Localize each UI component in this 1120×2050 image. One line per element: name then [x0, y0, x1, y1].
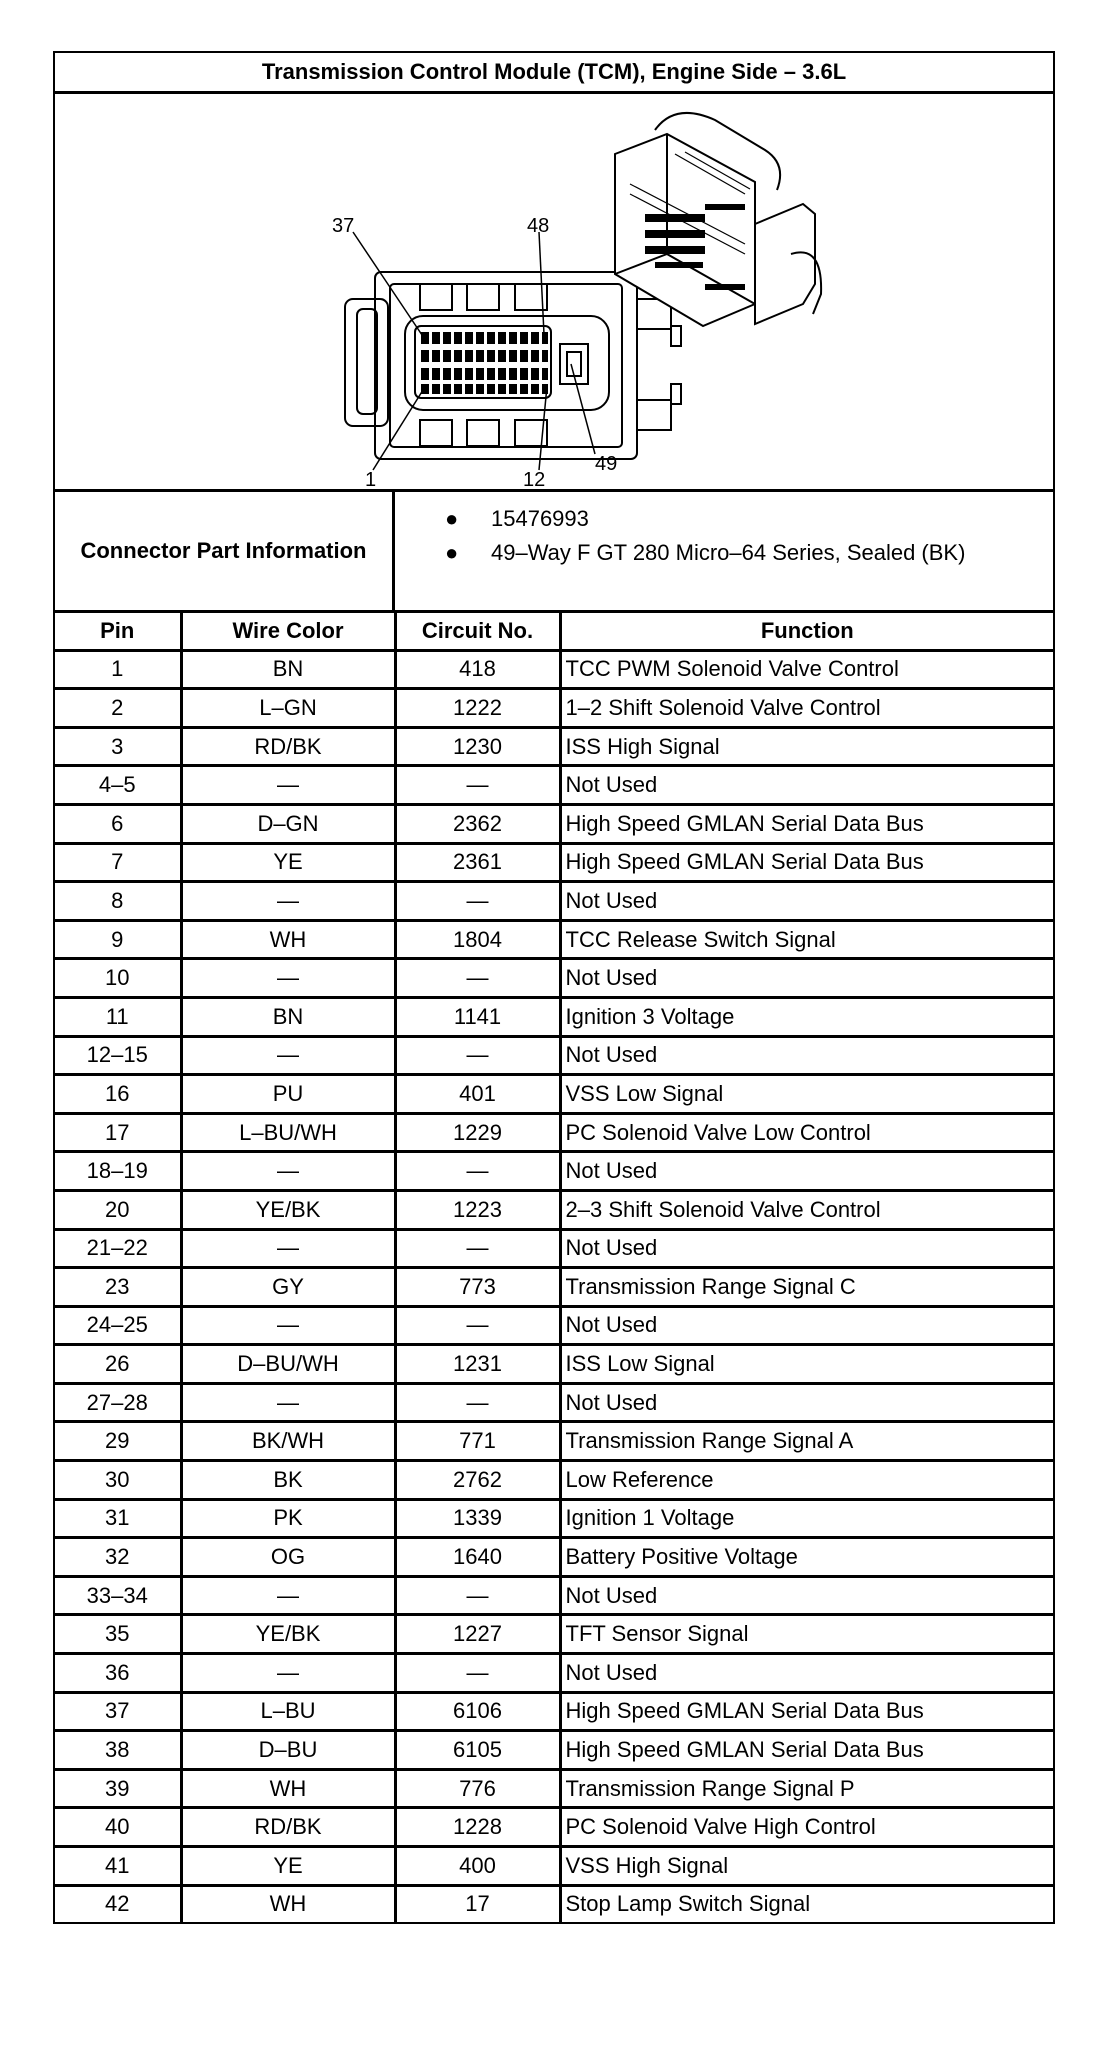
- table-row: [55, 689, 1053, 728]
- cell-pin: 12–15: [55, 1036, 181, 1075]
- table-row: [55, 997, 1053, 1036]
- cell-function: Not Used: [560, 1576, 1053, 1615]
- cell-function: Not Used: [560, 882, 1053, 921]
- table-row: [55, 1885, 1053, 1922]
- header-function: Function: [560, 613, 1053, 650]
- table-row: [55, 1808, 1053, 1847]
- cell-circuit-no: 1228: [395, 1808, 560, 1847]
- cell-function: High Speed GMLAN Serial Data Bus: [560, 843, 1053, 882]
- connector-part-info: [55, 492, 1053, 613]
- cell-pin: 39: [55, 1769, 181, 1808]
- cell-function: 1–2 Shift Solenoid Valve Control: [560, 689, 1053, 728]
- cell-pin: 30: [55, 1461, 181, 1500]
- cell-wire-color: D–BU/WH: [181, 1345, 395, 1384]
- cell-wire-color: BN: [181, 650, 395, 689]
- connector-sheet: [53, 51, 1055, 1924]
- cell-wire-color: GY: [181, 1268, 395, 1307]
- cell-function: Not Used: [560, 766, 1053, 805]
- table-row: [55, 1036, 1053, 1075]
- cell-circuit-no: 1231: [395, 1345, 560, 1384]
- table-row: [55, 959, 1053, 998]
- cell-pin: 31: [55, 1499, 181, 1538]
- cell-circuit-no: 1141: [395, 997, 560, 1036]
- cell-wire-color: —: [181, 959, 395, 998]
- cell-function: High Speed GMLAN Serial Data Bus: [560, 1692, 1053, 1731]
- cell-circuit-no: 1222: [395, 689, 560, 728]
- table-row: [55, 1692, 1053, 1731]
- cell-circuit-no: —: [395, 766, 560, 805]
- table-row: [55, 920, 1053, 959]
- cell-circuit-no: 6105: [395, 1731, 560, 1770]
- cell-circuit-no: 6106: [395, 1692, 560, 1731]
- cell-wire-color: OG: [181, 1538, 395, 1577]
- part-number: 15476993: [491, 506, 589, 531]
- cell-circuit-no: 1804: [395, 920, 560, 959]
- cell-pin: 32: [55, 1538, 181, 1577]
- connector-info-item: [445, 502, 1053, 536]
- pin-label-48: 48: [527, 215, 550, 237]
- cell-wire-color: D–BU: [181, 1731, 395, 1770]
- cell-circuit-no: 773: [395, 1268, 560, 1307]
- cell-circuit-no: 1339: [395, 1499, 560, 1538]
- cell-circuit-no: —: [395, 1036, 560, 1075]
- pin-label-49: 49: [595, 453, 618, 475]
- pinout-table: [55, 613, 1053, 1922]
- cell-pin: 27–28: [55, 1383, 181, 1422]
- table-row: [55, 1422, 1053, 1461]
- cell-pin: 20: [55, 1190, 181, 1229]
- bullet-icon: ●: [445, 506, 459, 531]
- cell-wire-color: —: [181, 1152, 395, 1191]
- cell-function: Stop Lamp Switch Signal: [560, 1885, 1053, 1922]
- cell-circuit-no: 2361: [395, 843, 560, 882]
- cell-function: TFT Sensor Signal: [560, 1615, 1053, 1654]
- cell-wire-color: —: [181, 1306, 395, 1345]
- cell-circuit-no: —: [395, 1229, 560, 1268]
- cell-circuit-no: 1640: [395, 1538, 560, 1577]
- cell-function: TCC PWM Solenoid Valve Control: [560, 650, 1053, 689]
- cell-wire-color: L–BU: [181, 1692, 395, 1731]
- cell-pin: 11: [55, 997, 181, 1036]
- cell-wire-color: PK: [181, 1499, 395, 1538]
- cell-wire-color: RD/BK: [181, 727, 395, 766]
- table-row: [55, 1499, 1053, 1538]
- table-row: [55, 1306, 1053, 1345]
- cell-wire-color: —: [181, 882, 395, 921]
- cell-pin: 4–5: [55, 766, 181, 805]
- cell-pin: 10: [55, 959, 181, 998]
- cell-pin: 29: [55, 1422, 181, 1461]
- table-row: [55, 1383, 1053, 1422]
- cell-pin: 23: [55, 1268, 181, 1307]
- cell-circuit-no: 2762: [395, 1461, 560, 1500]
- cell-circuit-no: 2362: [395, 804, 560, 843]
- cell-wire-color: L–GN: [181, 689, 395, 728]
- table-row: [55, 1113, 1053, 1152]
- cell-function: Low Reference: [560, 1461, 1053, 1500]
- connector-description: 49–Way F GT 280 Micro–64 Series, Sealed (BK): [491, 540, 966, 565]
- cell-pin: 8: [55, 882, 181, 921]
- cell-function: High Speed GMLAN Serial Data Bus: [560, 804, 1053, 843]
- cell-pin: 9: [55, 920, 181, 959]
- cell-wire-color: WH: [181, 920, 395, 959]
- cell-pin: 42: [55, 1885, 181, 1922]
- connector-info-list: [395, 492, 1053, 610]
- cell-function: Transmission Range Signal C: [560, 1268, 1053, 1307]
- table-row: [55, 1847, 1053, 1886]
- cell-pin: 26: [55, 1345, 181, 1384]
- cell-wire-color: BN: [181, 997, 395, 1036]
- cell-function: Ignition 3 Voltage: [560, 997, 1053, 1036]
- table-row: [55, 1538, 1053, 1577]
- cell-circuit-no: 1230: [395, 727, 560, 766]
- connector-drawing-icon: [55, 94, 1053, 492]
- cell-function: ISS Low Signal: [560, 1345, 1053, 1384]
- cell-function: Not Used: [560, 1229, 1053, 1268]
- cell-function: Not Used: [560, 1383, 1053, 1422]
- cell-circuit-no: 418: [395, 650, 560, 689]
- cell-pin: 38: [55, 1731, 181, 1770]
- cell-circuit-no: —: [395, 1152, 560, 1191]
- table-row: [55, 882, 1053, 921]
- cell-wire-color: —: [181, 1576, 395, 1615]
- cell-wire-color: WH: [181, 1885, 395, 1922]
- table-row: [55, 650, 1053, 689]
- cell-pin: 24–25: [55, 1306, 181, 1345]
- cell-function: Not Used: [560, 1306, 1053, 1345]
- header-pin: Pin: [55, 613, 181, 650]
- bullet-icon: ●: [445, 540, 459, 565]
- table-row: [55, 1268, 1053, 1307]
- cell-circuit-no: 771: [395, 1422, 560, 1461]
- cell-wire-color: YE: [181, 1847, 395, 1886]
- table-row: [55, 1654, 1053, 1693]
- cell-circuit-no: 401: [395, 1075, 560, 1114]
- cell-circuit-no: —: [395, 882, 560, 921]
- cell-function: Not Used: [560, 959, 1053, 998]
- cell-pin: 40: [55, 1808, 181, 1847]
- table-row: [55, 1731, 1053, 1770]
- cell-pin: 1: [55, 650, 181, 689]
- cell-circuit-no: 1229: [395, 1113, 560, 1152]
- table-row: [55, 1461, 1053, 1500]
- cell-pin: 37: [55, 1692, 181, 1731]
- cell-pin: 21–22: [55, 1229, 181, 1268]
- table-row: [55, 1345, 1053, 1384]
- cell-wire-color: —: [181, 1036, 395, 1075]
- cell-function: ISS High Signal: [560, 727, 1053, 766]
- cell-function: 2–3 Shift Solenoid Valve Control: [560, 1190, 1053, 1229]
- cell-wire-color: —: [181, 1654, 395, 1693]
- connector-info-item: [445, 536, 1053, 570]
- cell-circuit-no: 776: [395, 1769, 560, 1808]
- cell-wire-color: —: [181, 766, 395, 805]
- table-row: [55, 1229, 1053, 1268]
- cell-circuit-no: —: [395, 1654, 560, 1693]
- cell-function: Ignition 1 Voltage: [560, 1499, 1053, 1538]
- cell-circuit-no: 1223: [395, 1190, 560, 1229]
- cell-wire-color: —: [181, 1383, 395, 1422]
- cell-function: VSS High Signal: [560, 1847, 1053, 1886]
- cell-circuit-no: 17: [395, 1885, 560, 1922]
- cell-pin: 18–19: [55, 1152, 181, 1191]
- cell-function: PC Solenoid Valve Low Control: [560, 1113, 1053, 1152]
- table-row: [55, 1152, 1053, 1191]
- cell-wire-color: YE: [181, 843, 395, 882]
- cell-pin: 2: [55, 689, 181, 728]
- cell-wire-color: PU: [181, 1075, 395, 1114]
- table-row: [55, 766, 1053, 805]
- cell-wire-color: WH: [181, 1769, 395, 1808]
- cell-pin: 6: [55, 804, 181, 843]
- cell-pin: 17: [55, 1113, 181, 1152]
- connector-figure: [55, 94, 1053, 492]
- table-row: [55, 1769, 1053, 1808]
- table-header-row: [55, 613, 1053, 650]
- cell-function: Battery Positive Voltage: [560, 1538, 1053, 1577]
- pin-label-12: 12: [523, 469, 546, 491]
- header-circuit-no: Circuit No.: [395, 613, 560, 650]
- cell-circuit-no: —: [395, 959, 560, 998]
- cell-wire-color: RD/BK: [181, 1808, 395, 1847]
- table-row: [55, 1075, 1053, 1114]
- cell-circuit-no: —: [395, 1576, 560, 1615]
- cell-circuit-no: 400: [395, 1847, 560, 1886]
- cell-wire-color: L–BU/WH: [181, 1113, 395, 1152]
- cell-pin: 36: [55, 1654, 181, 1693]
- cell-wire-color: BK/WH: [181, 1422, 395, 1461]
- cell-pin: 3: [55, 727, 181, 766]
- cell-pin: 7: [55, 843, 181, 882]
- cell-wire-color: YE/BK: [181, 1615, 395, 1654]
- cell-function: TCC Release Switch Signal: [560, 920, 1053, 959]
- cell-wire-color: YE/BK: [181, 1190, 395, 1229]
- cell-function: Transmission Range Signal P: [560, 1769, 1053, 1808]
- cell-circuit-no: —: [395, 1383, 560, 1422]
- cell-function: Transmission Range Signal A: [560, 1422, 1053, 1461]
- page-title: Transmission Control Module (TCM), Engine Side – 3.6L: [55, 53, 1053, 94]
- table-row: [55, 843, 1053, 882]
- table-row: [55, 1190, 1053, 1229]
- cell-function: Not Used: [560, 1036, 1053, 1075]
- cell-circuit-no: —: [395, 1306, 560, 1345]
- cell-circuit-no: 1227: [395, 1615, 560, 1654]
- header-wire-color: Wire Color: [181, 613, 395, 650]
- cell-wire-color: D–GN: [181, 804, 395, 843]
- cell-pin: 35: [55, 1615, 181, 1654]
- cell-pin: 41: [55, 1847, 181, 1886]
- pin-label-1: 1: [365, 469, 377, 491]
- cell-wire-color: —: [181, 1229, 395, 1268]
- pin-label-37: 37: [332, 215, 355, 237]
- cell-function: Not Used: [560, 1152, 1053, 1191]
- table-row: [55, 1576, 1053, 1615]
- table-row: [55, 804, 1053, 843]
- cell-function: VSS Low Signal: [560, 1075, 1053, 1114]
- cell-function: High Speed GMLAN Serial Data Bus: [560, 1731, 1053, 1770]
- cell-pin: 33–34: [55, 1576, 181, 1615]
- cell-pin: 16: [55, 1075, 181, 1114]
- connector-info-label: Connector Part Information: [55, 492, 395, 610]
- cell-wire-color: BK: [181, 1461, 395, 1500]
- table-row: [55, 1615, 1053, 1654]
- table-row: [55, 727, 1053, 766]
- cell-function: Not Used: [560, 1654, 1053, 1693]
- cell-function: PC Solenoid Valve High Control: [560, 1808, 1053, 1847]
